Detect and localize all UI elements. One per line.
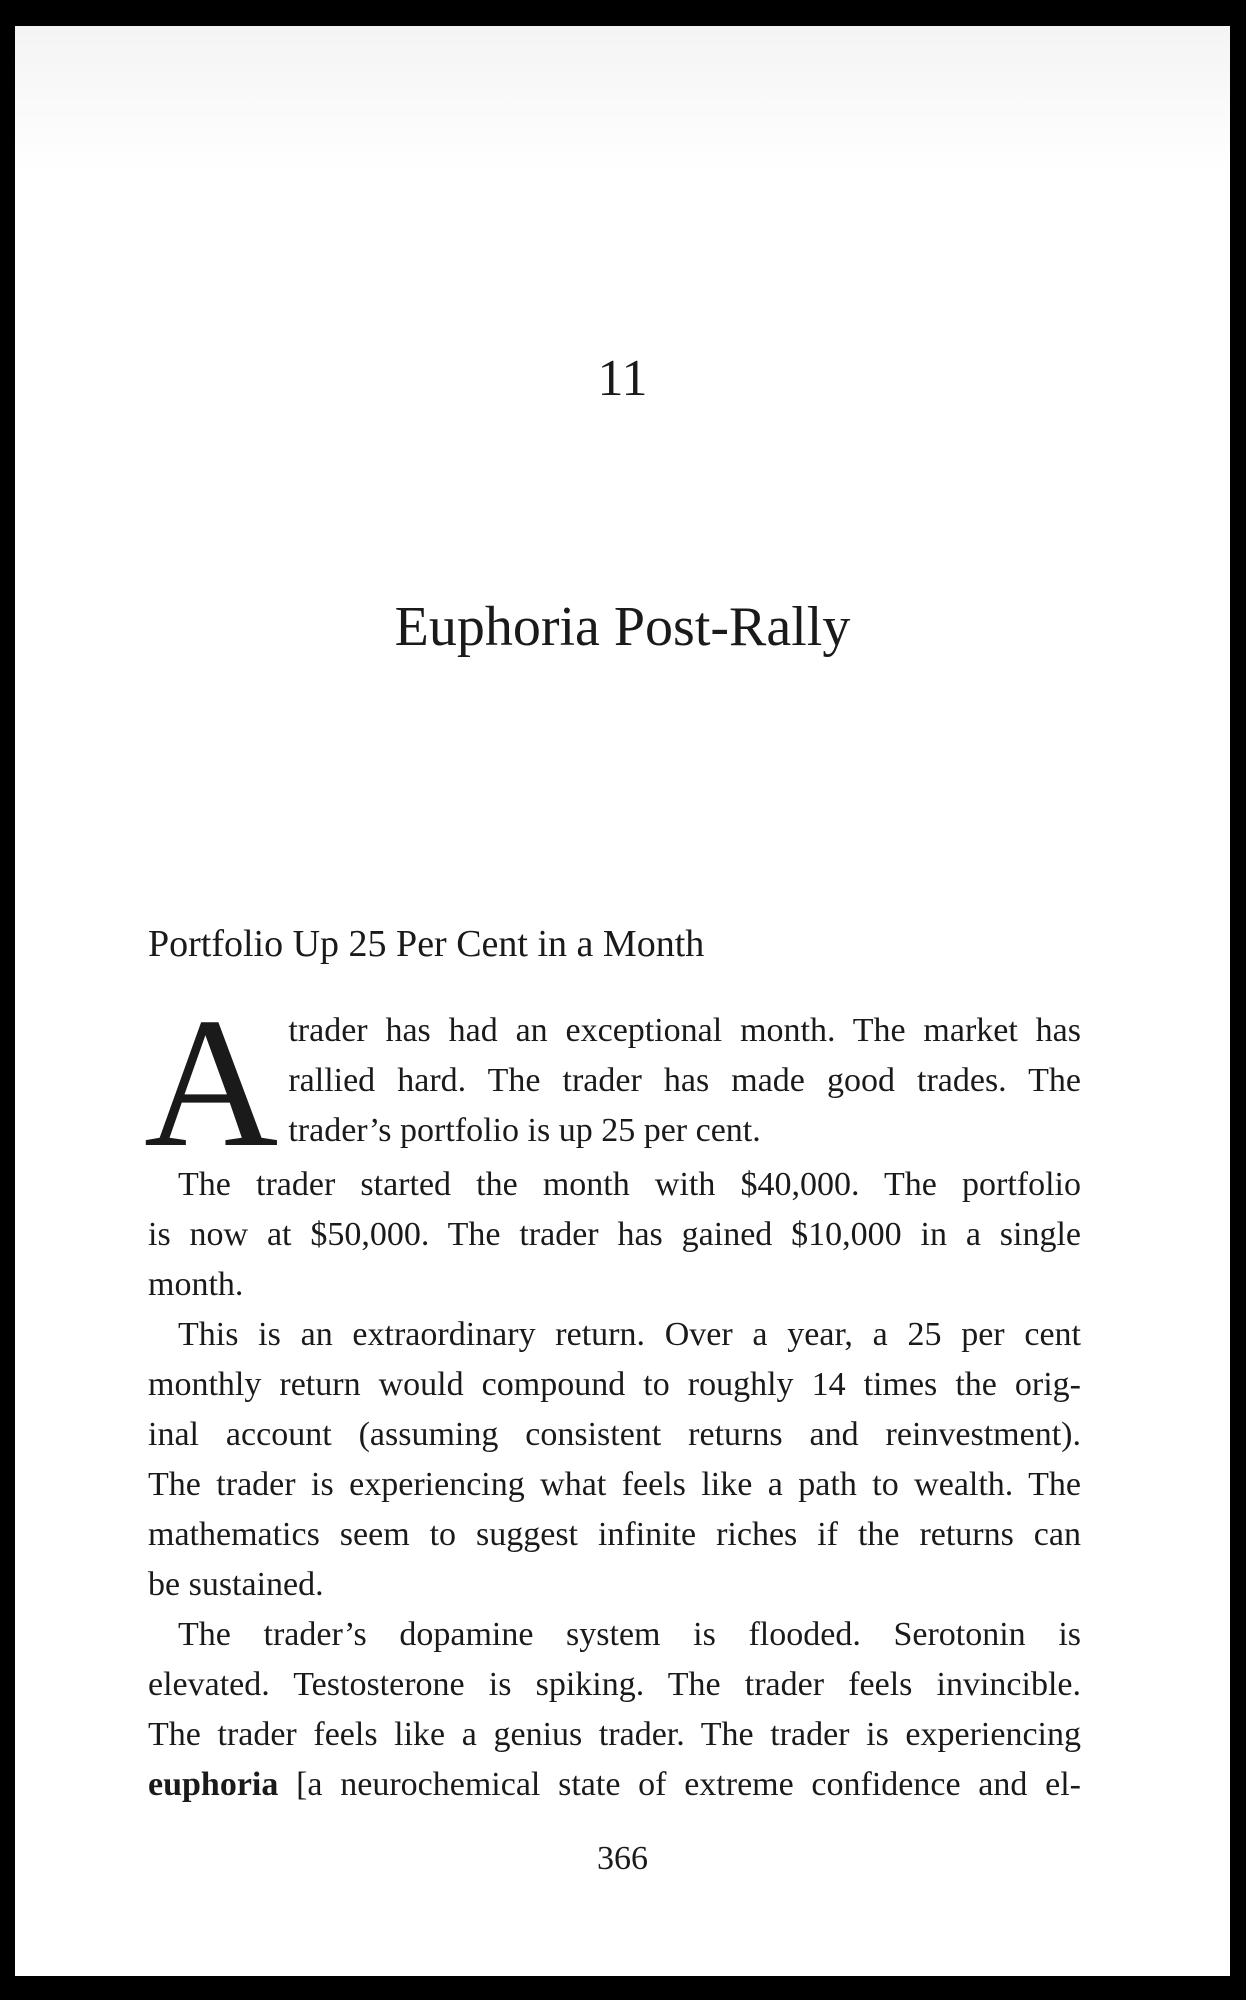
page-number: 366: [597, 1840, 648, 1877]
paragraph-2: [148, 1160, 1081, 1310]
chapter-title: Euphoria Post-Rally: [394, 596, 851, 658]
text-line: be sustained.: [148, 1566, 324, 1603]
text-line: inal account (assuming consistent returns and reinvestment).: [148, 1416, 1081, 1453]
text-line: The trader feels like a genius trader. The trader is experiencing: [148, 1716, 1081, 1753]
text-line: elevated. Testosterone is spiking. The trader feels invincible.: [148, 1666, 1081, 1703]
paragraph-3: [148, 1310, 1081, 1610]
page-shading: [15, 26, 1230, 176]
text-line: mathematics seem to suggest infinite riches if the returns can: [148, 1516, 1081, 1553]
chapter-number: 11: [597, 350, 648, 407]
text-line: This is an extraordinary return. Over a year, a 25 per cent: [178, 1316, 1081, 1353]
text-line: rallied hard. The trader has made good trades. The: [288, 1062, 1081, 1099]
text-line: The trader is experiencing what feels like a path to wealth. The: [148, 1466, 1081, 1503]
drop-cap: A: [144, 980, 279, 1186]
bold-term: euphoria: [148, 1766, 279, 1803]
text-line: trader has had an exceptional month. The market has: [288, 1012, 1081, 1049]
text-line: monthly return would compound to roughly 14 times the orig-: [148, 1366, 1081, 1403]
text-line: [148, 1760, 1081, 1810]
text-line: The trader started the month with $40,000. The portfolio: [178, 1166, 1081, 1203]
book-page: [15, 26, 1230, 1976]
section-heading: Portfolio Up 25 Per Cent in a Month: [148, 923, 705, 965]
body-text: [144, 980, 1081, 1810]
text-line: The trader’s dopamine system is flooded. Serotonin is: [178, 1616, 1081, 1653]
text-line: trader’s portfolio is up 25 per cent.: [288, 1112, 761, 1149]
text-line: is now at $50,000. The trader has gained $10,000 in a single: [148, 1216, 1081, 1253]
text-line: month.: [148, 1266, 244, 1303]
paragraph-4: [148, 1610, 1081, 1810]
term-definition: [a neurochemical state of extreme confidence and el-: [278, 1766, 1081, 1803]
